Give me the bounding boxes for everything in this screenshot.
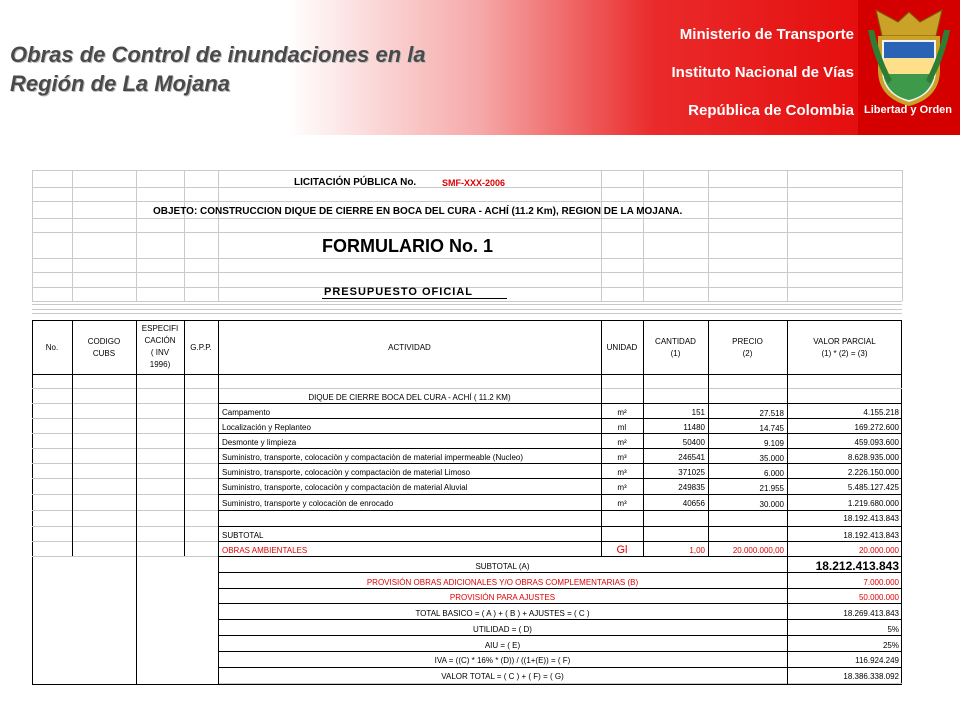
grid-line bbox=[218, 403, 902, 404]
col-precio-line-2: (2) bbox=[742, 349, 753, 358]
item-precio: 6.000 bbox=[763, 469, 784, 478]
summary-value: 18.212.413.843 bbox=[815, 559, 899, 573]
grid-line bbox=[184, 170, 185, 301]
item-cantidad: 11480 bbox=[683, 423, 705, 432]
grid-line bbox=[218, 635, 902, 636]
item-cantidad: 246541 bbox=[678, 453, 705, 462]
grid-line bbox=[32, 258, 902, 259]
slide-title bbox=[10, 40, 426, 98]
summary-value: 116.924.249 bbox=[855, 656, 899, 665]
ministry-line-1: Ministerio de Transporte bbox=[679, 26, 854, 43]
item-actividad: Desmonte y limpieza bbox=[222, 438, 297, 447]
summary-label: AIU = ( E) bbox=[484, 641, 521, 650]
col-no: No. bbox=[45, 343, 59, 352]
col-valor bbox=[787, 336, 902, 360]
col-unidad: UNIDAD bbox=[606, 343, 638, 352]
grid-line bbox=[218, 651, 902, 652]
item-precio: 14.745 bbox=[759, 424, 784, 433]
col-cantidad bbox=[643, 336, 708, 360]
ambientales-valor: 20.000.000 bbox=[858, 546, 899, 555]
grid-line bbox=[32, 309, 902, 310]
item-valor: 1.219.680.000 bbox=[847, 499, 899, 508]
item-precio: 30.000 bbox=[759, 500, 784, 509]
col-gpp: G.P.P. bbox=[190, 343, 212, 352]
section-title: DIQUE DE CIERRE BOCA DEL CURA - ACHÍ ( 11.2 KM) bbox=[308, 393, 511, 402]
item-cantidad: 50400 bbox=[682, 438, 705, 447]
item-actividad: Localización y Replanteo bbox=[222, 423, 311, 432]
subtotal-blank-value: 18.192.413.843 bbox=[843, 514, 899, 523]
item-unidad: m³ bbox=[617, 468, 627, 477]
grid-line bbox=[218, 667, 902, 668]
grid-line bbox=[218, 588, 902, 589]
ambientales-cantidad: 1,00 bbox=[689, 546, 705, 555]
col-precio-line-1: PRECIO bbox=[732, 337, 763, 346]
item-actividad: Suministro, transporte, colocaciòn y compactaciòn de material impermeable (Nucleo) bbox=[222, 453, 524, 462]
summary-label: IVA = ((C) * 16% * (D)) / ((1+(E)) = ( F) bbox=[434, 656, 571, 665]
grid-line bbox=[32, 232, 902, 233]
summary-label: SUBTOTAL (A) bbox=[475, 562, 530, 571]
grid-line bbox=[787, 170, 788, 301]
col-codigo-line-1: CODIGO bbox=[87, 337, 121, 346]
item-valor: 4.155.218 bbox=[863, 408, 899, 417]
col-espec-line-3: ( INV bbox=[150, 348, 170, 357]
grid-line bbox=[184, 320, 185, 556]
col-codigo-line-2: CUBS bbox=[92, 349, 116, 358]
grid-line bbox=[218, 433, 902, 434]
grid-line bbox=[136, 170, 137, 301]
item-cantidad: 40656 bbox=[682, 499, 705, 508]
grid-line bbox=[32, 388, 902, 389]
grid-line bbox=[32, 201, 902, 202]
summary-value: 25% bbox=[882, 641, 899, 650]
item-precio: 21.955 bbox=[759, 484, 784, 493]
item-precio: 9.109 bbox=[763, 439, 784, 448]
item-cantidad: 151 bbox=[691, 408, 705, 417]
licitacion-label: LICITACIÓN PÚBLICA No. bbox=[294, 177, 417, 188]
grid-line bbox=[601, 170, 602, 301]
col-valor-line-1: VALOR PARCIAL bbox=[813, 337, 876, 346]
grid-line bbox=[218, 418, 902, 419]
grid-line bbox=[218, 448, 902, 449]
item-unidad: m³ bbox=[617, 499, 627, 508]
title-line-1: Obras de Control de inundaciones en la bbox=[10, 42, 426, 67]
grid-line bbox=[902, 170, 903, 301]
item-unidad: m³ bbox=[617, 483, 627, 492]
col-cantidad-line-2: (1) bbox=[670, 349, 681, 358]
grid-line bbox=[218, 526, 902, 527]
item-cantidad: 371025 bbox=[678, 468, 705, 477]
grid-line bbox=[32, 170, 902, 171]
ambientales-unidad: Gl bbox=[616, 544, 628, 556]
summary-value: 7.000.000 bbox=[863, 578, 899, 587]
objeto-text: OBJETO: CONSTRUCCION DIQUE DE CIERRE EN BOCA DEL CURA - ACHÍ (11.2 Km), REGION DE LA MOJANA. bbox=[153, 206, 683, 217]
motto-text: Libertad y Orden bbox=[863, 104, 953, 116]
grid-line bbox=[32, 301, 902, 302]
summary-label: TOTAL BASICO = ( A ) + ( B ) + AJUSTES = ( C ) bbox=[415, 609, 590, 618]
grid-line bbox=[72, 170, 73, 301]
col-espec-line-2: CACIÓN bbox=[144, 336, 176, 345]
grid-line bbox=[32, 684, 902, 685]
item-valor: 8.628.935.000 bbox=[847, 453, 899, 462]
item-cantidad: 249835 bbox=[678, 483, 705, 492]
item-unidad: m² bbox=[617, 438, 627, 447]
ambientales-label: OBRAS AMBIENTALES bbox=[222, 546, 308, 555]
presupuesto-title: PRESUPUESTO OFICIAL bbox=[324, 286, 473, 298]
summary-label: PROVISIÓN OBRAS ADICIONALES Y/O OBRAS COMPLEMENTARIAS (B) bbox=[366, 578, 639, 587]
col-espec-line-4: 1996) bbox=[149, 360, 171, 369]
item-valor: 5.485.127.425 bbox=[847, 483, 899, 492]
title-line-2: Región de La Mojana bbox=[10, 71, 231, 96]
item-actividad: Campamento bbox=[222, 408, 271, 417]
summary-value: 50.000.000 bbox=[858, 593, 899, 602]
item-unidad: m² bbox=[617, 408, 627, 417]
formulario-title: FORMULARIO No. 1 bbox=[322, 236, 493, 256]
summary-label: UTILIDAD = ( D) bbox=[473, 625, 532, 634]
item-unidad: ml bbox=[617, 423, 627, 432]
item-valor: 169.272.600 bbox=[854, 423, 899, 432]
item-precio: 27.518 bbox=[759, 409, 784, 418]
item-valor: 2.226.150.000 bbox=[847, 468, 899, 477]
item-actividad: Suministro, transporte, colocaciòn y compactaciòn de material Limoso bbox=[222, 468, 471, 477]
item-valor: 459.093.600 bbox=[854, 438, 899, 447]
col-espec-line-1: ESPECIFI bbox=[141, 324, 179, 333]
summary-value: 18.386.338.092 bbox=[843, 672, 899, 681]
grid-line bbox=[218, 494, 902, 495]
col-precio bbox=[708, 336, 787, 360]
col-actividad: ACTIVIDAD bbox=[388, 343, 431, 352]
grid-line bbox=[218, 170, 219, 301]
col-codigo bbox=[72, 336, 136, 360]
grid-line bbox=[218, 603, 902, 604]
grid-line bbox=[218, 478, 902, 479]
summary-value: 18.269.413.843 bbox=[843, 609, 899, 618]
summary-label: PROVISIÓN PARA AJUSTES bbox=[449, 593, 556, 602]
grid-line bbox=[32, 320, 902, 321]
grid-line bbox=[136, 320, 137, 684]
col-cantidad-line-1: CANTIDAD bbox=[655, 337, 696, 346]
summary-value: 5% bbox=[887, 625, 899, 634]
grid-line bbox=[32, 272, 902, 273]
subtotal-value: 18.192.413.843 bbox=[843, 531, 899, 540]
item-actividad: Suministro, transporte, colocaciòn y compactaciòn de material Aluvial bbox=[222, 483, 468, 492]
item-unidad: m³ bbox=[617, 453, 627, 462]
grid-line bbox=[218, 619, 902, 620]
grid-line bbox=[32, 313, 902, 314]
grid-line bbox=[32, 170, 33, 301]
subtotal-label: SUBTOTAL bbox=[222, 531, 264, 540]
grid-line bbox=[218, 510, 902, 511]
ambientales-precio: 20.000.000,00 bbox=[732, 546, 784, 555]
item-actividad: Suministro, transporte y colocaciòn de enrocado bbox=[222, 499, 394, 508]
grid-line bbox=[643, 170, 644, 301]
grid-line bbox=[218, 463, 902, 464]
grid-line bbox=[218, 556, 902, 557]
col-especificacion bbox=[136, 323, 184, 371]
ministry-block bbox=[671, 20, 854, 134]
grid-line bbox=[218, 683, 902, 684]
ministry-line-3: República de Colombia bbox=[688, 102, 854, 119]
grid-line bbox=[32, 218, 902, 219]
grid-line bbox=[32, 374, 902, 375]
summary-label: VALOR TOTAL = ( C ) + ( F) = ( G) bbox=[441, 672, 564, 681]
grid-line bbox=[708, 170, 709, 301]
ministry-line-2: Instituto Nacional de Vías bbox=[671, 64, 854, 81]
col-valor-line-2: (1) * (2) = (3) bbox=[821, 349, 868, 358]
item-precio: 35.000 bbox=[759, 454, 784, 463]
licitacion-number: SMF-XXX-2006 bbox=[442, 178, 506, 188]
grid-line bbox=[32, 304, 902, 305]
presupuesto-underline bbox=[322, 298, 507, 299]
grid-line bbox=[218, 541, 902, 542]
